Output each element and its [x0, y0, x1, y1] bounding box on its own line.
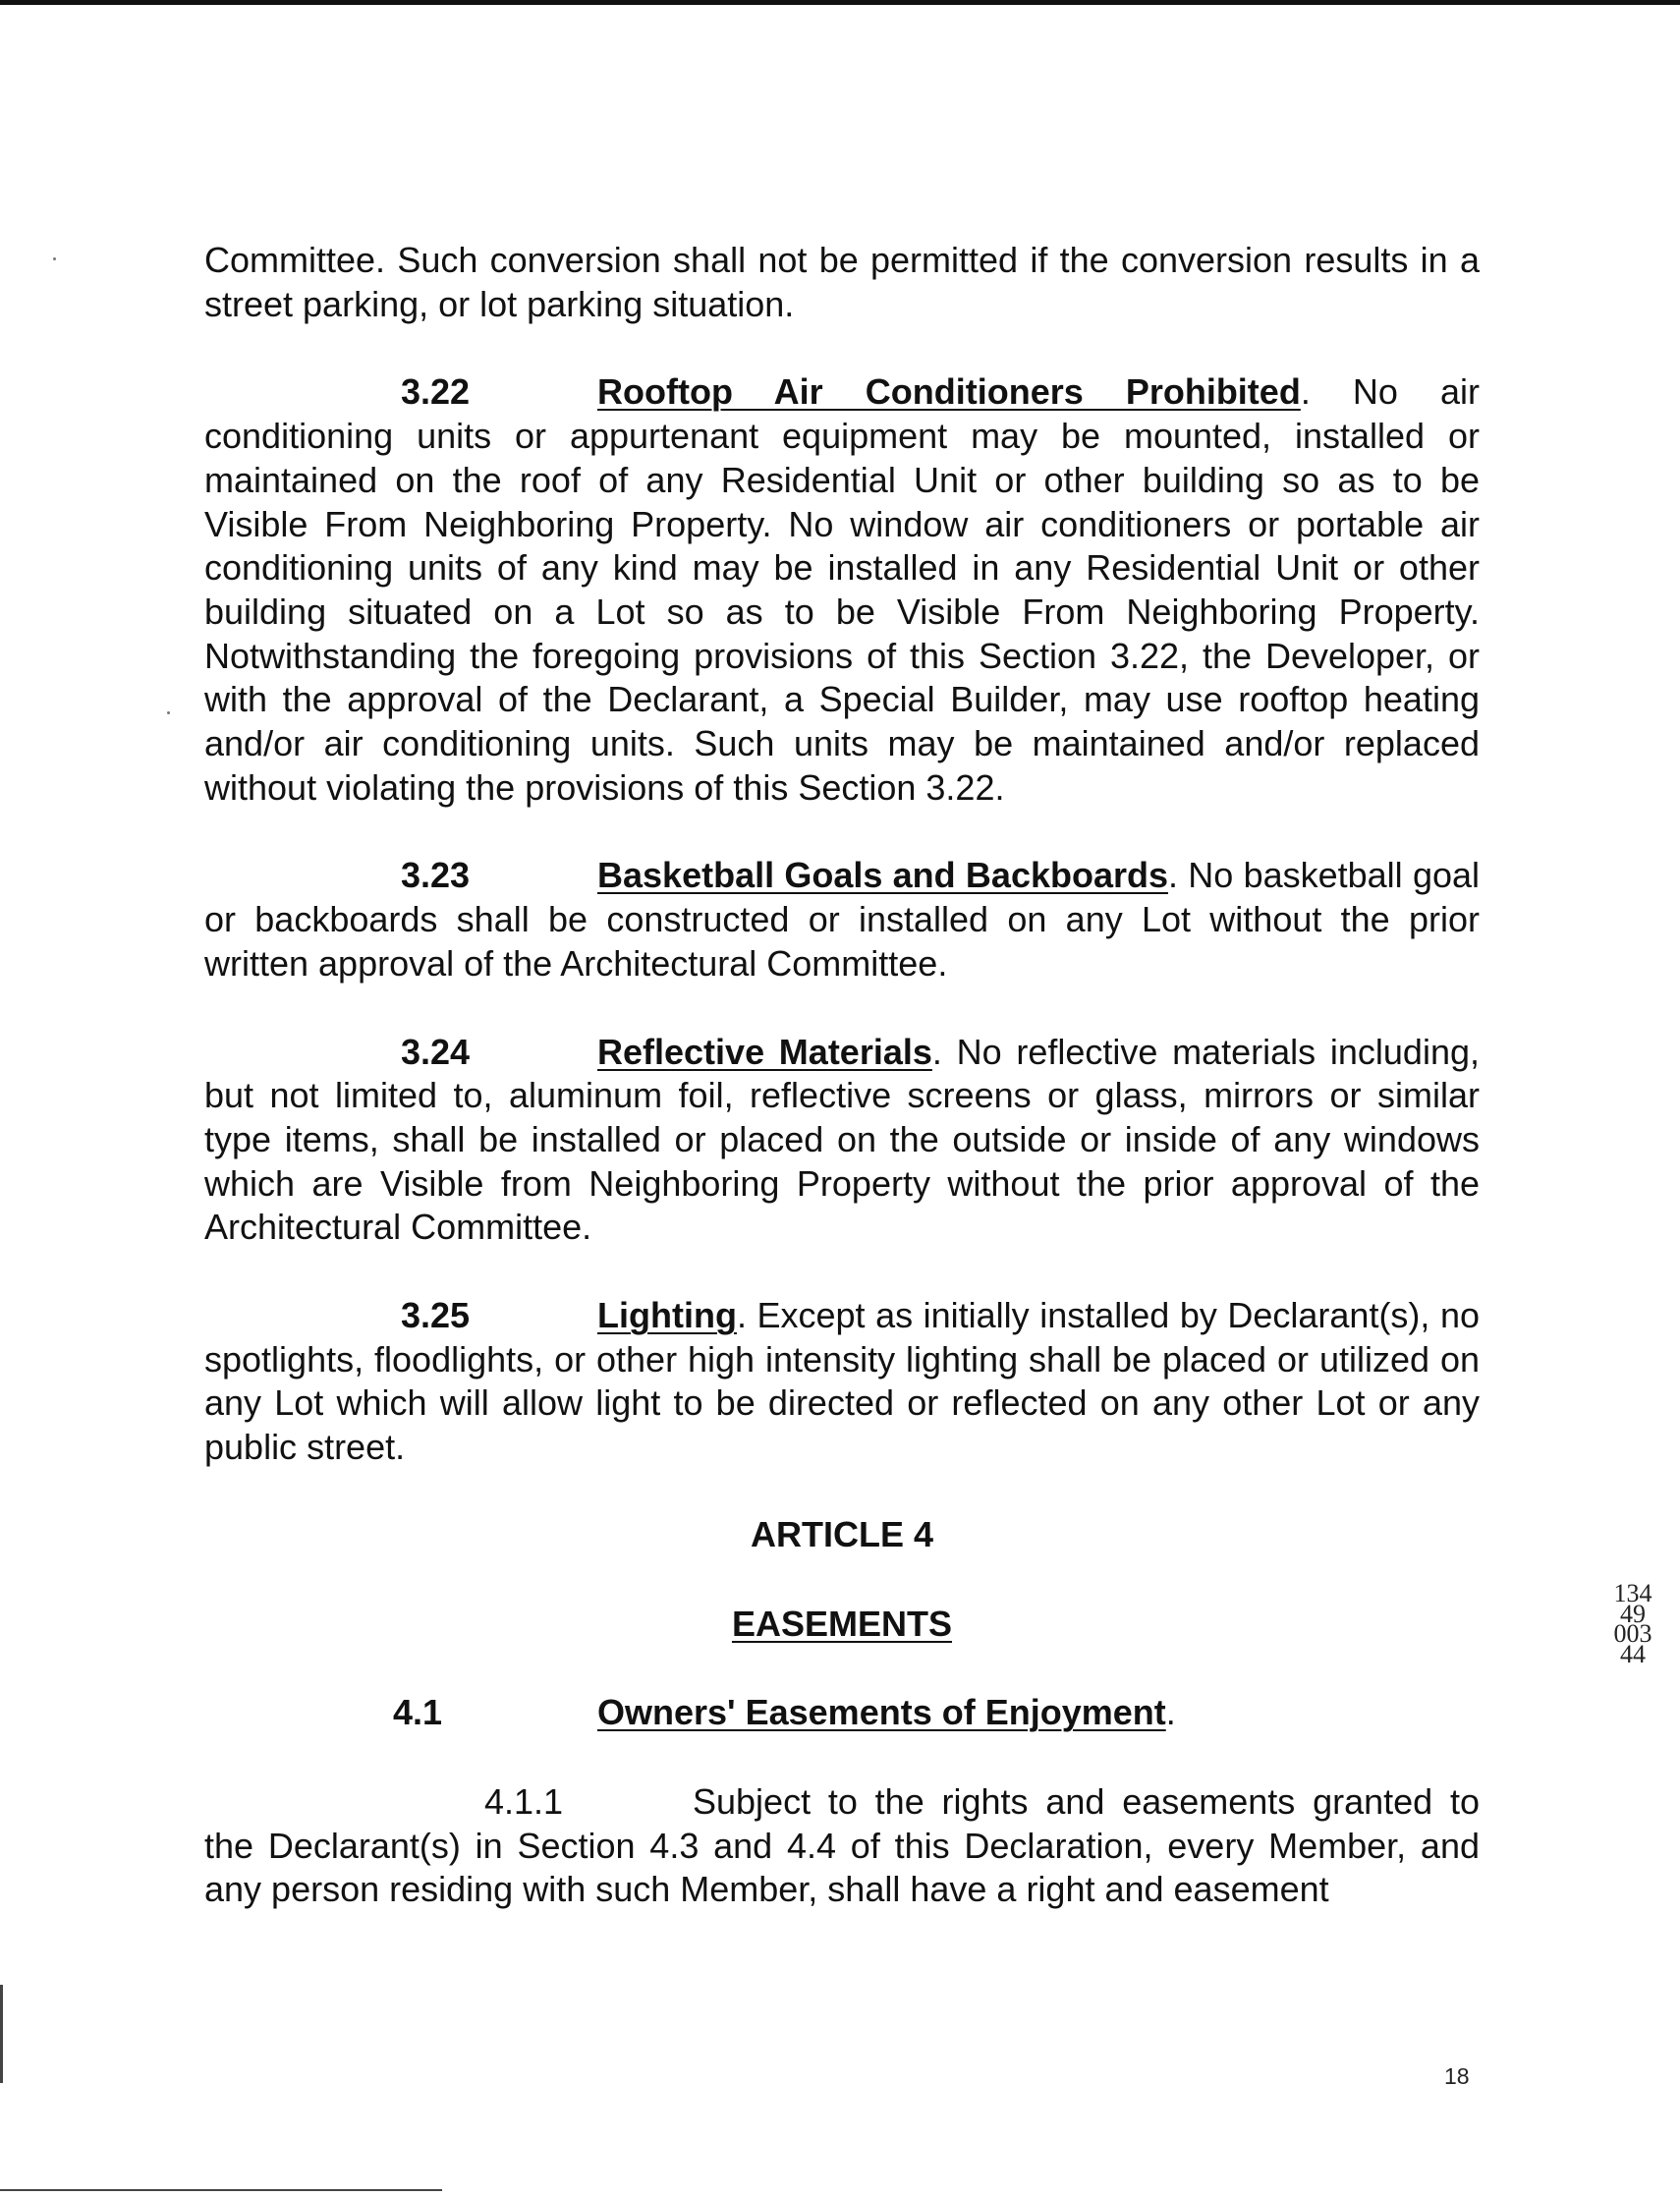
margin-stamp-number: 13449 00344	[1613, 1579, 1652, 1668]
article-title: ARTICLE 4	[750, 1513, 933, 1554]
document-body	[204, 239, 1480, 1912]
clause-4-1-1	[204, 1780, 1480, 1912]
section-body: . No reflective materials including, but not limited to, aluminum foil, reflective screens or glass, mirrors or similar type items, shall be installed or placed on the outside or inside of any windows which are Visible from Neighboring Property without the prior approval of the Architectural Committee.	[204, 1031, 1480, 1248]
article-subtitle: EASEMENTS	[731, 1603, 953, 1644]
section-body: . Except as initially installed by Declarant(s), no spotlights, floodlights, or other high intensity lighting shall be placed or utilized on any Lot which will allow light to be directed or reflected on any other Lot or any public street.	[204, 1295, 1480, 1468]
clause-number: 4.1.1	[484, 1780, 564, 1822]
scan-speck	[167, 711, 170, 714]
section-number: 3.22	[401, 371, 471, 413]
subsection-4-1	[204, 1691, 1480, 1735]
section-body: . No basketball goal or backboards shall be constructed or installed on any Lot without the prior written approval of the Architectural Committee.	[204, 855, 1480, 984]
subsection-trailing: .	[1165, 1692, 1176, 1733]
section-3-22	[204, 370, 1480, 810]
continuation-paragraph: Committee. Such conversion shall not be permitted if the conversion results in a street parking, or lot parking situation.	[204, 240, 1480, 324]
section-3-23	[204, 854, 1480, 986]
subsection-number: 4.1	[393, 1692, 443, 1733]
left-edge-mark	[0, 1985, 3, 2083]
section-3-24	[204, 1031, 1480, 1251]
section-heading: Basketball Goals and Backboards	[597, 855, 1169, 896]
clause-body: Subject to the rights and easements granted to the Declarant(s) in Section 4.3 and 4.4 of this Declaration, every Member, and any person residing with such Member, shall have a right and easement	[204, 1780, 1480, 1910]
section-number: 3.25	[401, 1295, 471, 1336]
page-number: 18	[1444, 2063, 1470, 2089]
scan-speck	[53, 257, 56, 260]
section-number: 3.23	[401, 855, 471, 896]
section-body: . No air conditioning units or appurtenant equipment may be mounted, installed or maintained on the roof of any Residential Unit or other building so as to be Visible From Neighboring Property. No window air conditioners or portable air conditioning units of any kind may be installed in any Residential Unit or other building situated on a Lot so as to be Visible From Neighboring Property. Notwithstanding the foregoing provisions of this Section 3.22, the Developer, or with the approval of the Declarant, a Special Builder, may use rooftop heating and/or air conditioning units. Such units may be maintained and/or replaced without violating the provisions of this Section 3.22.	[204, 371, 1480, 808]
section-heading: Lighting	[597, 1295, 737, 1336]
bottom-edge-rule	[0, 2189, 442, 2191]
top-edge-rule	[0, 0, 1680, 5]
section-heading: Rooftop Air Conditioners Prohibited	[597, 371, 1301, 413]
subsection-heading: Owners' Easements of Enjoyment	[597, 1692, 1166, 1733]
section-3-25	[204, 1294, 1480, 1470]
section-number: 3.24	[401, 1031, 471, 1072]
section-heading: Reflective Materials	[597, 1031, 932, 1072]
